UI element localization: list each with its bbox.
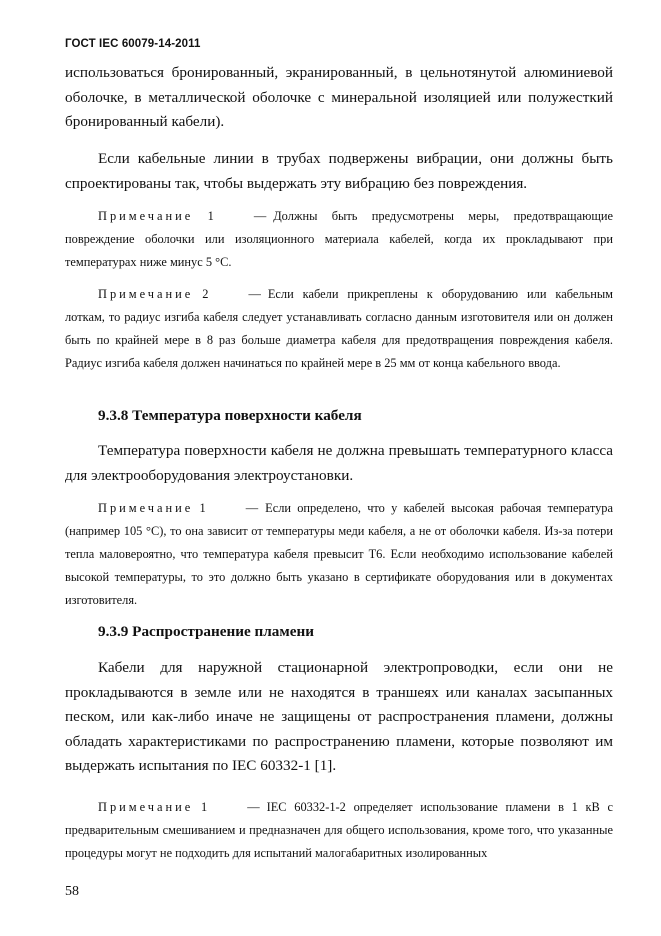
note-number: 1	[199, 501, 206, 515]
note-label: Примечание	[98, 209, 194, 223]
note-number: 2	[202, 287, 209, 301]
note-dash: —	[245, 501, 259, 515]
page-number: 58	[65, 884, 79, 899]
note-label: Примечание	[98, 501, 194, 515]
note-label: Примечание	[98, 800, 194, 814]
note-dash: —	[253, 209, 267, 223]
section-heading-9-3-9: 9.3.9 Распространение пламени	[98, 623, 314, 640]
note-dash: —	[248, 287, 261, 301]
note-1-high-temperature	[65, 497, 613, 612]
paragraph-vibration: Если кабельные линии в трубах подвержены вибрации, они должны быть спроектированы так, чтобы выдержать эту вибрацию без повреждения.	[65, 150, 613, 192]
note-1-low-temperature	[65, 205, 613, 274]
note-text: Если определено, что у кабелей высокая рабочая температура (например 105 °С), то она зависит от температуры меди кабеля, а не от оболочки кабеля. Из-за потери тепла маловероятно, что температура кабеля превысит Т6. Если необходимо использование кабелей высокой температуры, то это должно быть указано в сертификате оборудования или в документах изготовителя.	[65, 501, 613, 607]
note-label: Примечание	[98, 287, 194, 301]
note-1-iec-60332	[65, 796, 613, 865]
paragraph-surface-temperature: Температура поверхности кабеля не должна превышать температурного класса для электрооборудования электроустановки.	[65, 442, 613, 484]
note-text: Если кабели прикреплены к оборудованию или кабельным лоткам, то радиус изгиба кабеля следует устанавливать согласно данным изготовителя или он должен быть по крайней мере в 8 раз больше диаметра кабеля для предотвращения повреждения кабеля. Радиус изгиба кабеля должен начинаться по крайней мере в 25 мм от конца кабельного ввода.	[65, 287, 613, 370]
note-2-bend-radius	[65, 283, 613, 375]
paragraph-continuation: использоваться бронированный, экранированный, в цельнотянутой алюминиевой оболочке, в металлической оболочке с минеральной изоляцией или полужесткий бронированный кабели).	[65, 64, 613, 130]
note-number: 1	[207, 209, 214, 223]
paragraph-flame-propagation: Кабели для наружной стационарной электропроводки, если они не прокладываются в земле или не находятся в траншеях или каналах засыпанных песком, или как-либо иначе не защищены от распространения пламени, должны обладать характеристиками по распространению пламени, которые позволяют им выдержать испытания по IEC 60332-1 [1].	[65, 659, 613, 774]
note-text: IEC 60332-1-2 определяет использование пламени в 1 кВ с предварительным смешиванием и предназначен для общего использования, кроме того, что указанные процедуры могут не подходить для испытаний малогабаритных изолированных	[65, 800, 613, 860]
section-heading-9-3-8: 9.3.8 Температура поверхности кабеля	[98, 407, 362, 424]
note-number: 1	[201, 800, 208, 814]
standard-code-header: ГОСТ IEC 60079-14-2011	[65, 38, 201, 50]
note-dash: —	[247, 800, 260, 814]
note-text: Должны быть предусмотрены меры, предотвращающие повреждение оболочки или изоляционного материала кабелей, когда их прокладывают при температурах ниже минус 5 °С.	[65, 209, 614, 269]
